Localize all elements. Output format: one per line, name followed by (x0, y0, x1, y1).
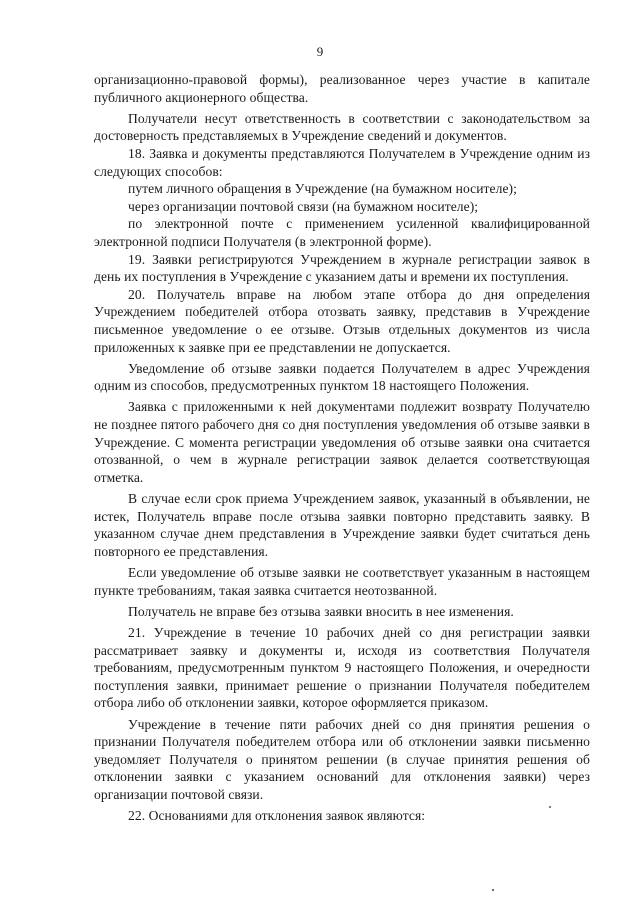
paragraph-clause-21: 21. Учреждение в течение 10 рабочих дней со дня регистрации заявки рассматривает заявку и документы и, исходя из соответствия Получателя требованиям, предусмотренным пунктом 9 настоящего Положения, и очередности поступления заявки, принимает решение о признании Получателя победителем отбора либо об отклонении заявки, которое оформляется приказом. (94, 624, 590, 711)
scan-speck (549, 806, 551, 808)
document-body (94, 71, 590, 825)
paragraph-no-changes: Получатель не вправе без отзыва заявки вносить в нее изменения. (128, 603, 514, 619)
paragraph-clause-22: 22. Основаниями для отклонения заявок являются: (128, 808, 426, 824)
paragraph-application-return: Заявка с приложенными к ней документами подлежит возврату Получателю не позднее пятого рабочего дня со дня поступления уведомления об отзыве заявки в Учреждение. С момента регистрации уведомления об отзыве заявки она считается отозванной, о чем в журнале регистрации заявок делается соответствующая отметка. (94, 399, 590, 485)
paragraph-clause-20: 20. Получатель вправе на любом этапе отбора до дня определения Учреждением победителей отбора отозвать заявку, представив в Учреждение письменное уведомление о ее отзыве. Отзыв отдельных документов из числа приложенных к заявке при ее представлении не допускается. (94, 286, 590, 355)
paragraph-responsibility: Получатели несут ответственность в соответствии с законодательством за достоверность представляемых в Учреждение сведений и документов. (94, 110, 590, 144)
paragraph-method-in-person: путем личного обращения в Учреждение (на бумажном носителе); (128, 181, 517, 197)
paragraph-non-withdrawn: Если уведомление об отзыве заявки не соответствует указанным в настоящем пункте требованиям, такая заявка считается неотозванной. (94, 565, 590, 598)
scan-speck (492, 889, 494, 891)
paragraph-method-email: по электронной почте с применением усиленной квалифицированной электронной подписи Получателя (в электронной форме). (94, 216, 590, 249)
paragraph-notification: Учреждение в течение пяти рабочих дней со дня принятия решения о признании Получателя победителем отбора или об отклонении заявки письменно уведомляет Получателя о принятом решении (в случае принятия решения об отклонении заявки с указанием оснований для отклонения заявки) через организации почтовой связи. (94, 716, 590, 802)
paragraph-clause-18: 18. Заявка и документы представляются Получателем в Учреждение одним из следующих способов: (94, 145, 590, 179)
paragraph-resubmission: В случае если срок приема Учреждением заявок, указанный в объявлении, не истек, Получатель вправе после отзыва заявки повторно представить заявку. В указанном случае днем представления в Учреждение заявки будет считаться день повторного ее представления. (94, 491, 590, 559)
paragraph-continuation: организационно-правовой формы), реализованное через участие в капитале публичного акционерного общества. (94, 72, 590, 105)
page-number: 9 (316, 44, 324, 59)
paragraph-withdrawal-notice: Уведомление об отзыве заявки подается Получателем в адрес Учреждения одним из способов, предусмотренных пунктом 18 настоящего Положения. (94, 360, 590, 394)
paragraph-method-post: через организации почтовой связи (на бумажном носителе); (128, 198, 479, 214)
paragraph-clause-19: 19. Заявки регистрируются Учреждением в журнале регистрации заявок в день их поступления в Учреждение с указанием даты и времени их поступления. (94, 251, 590, 285)
